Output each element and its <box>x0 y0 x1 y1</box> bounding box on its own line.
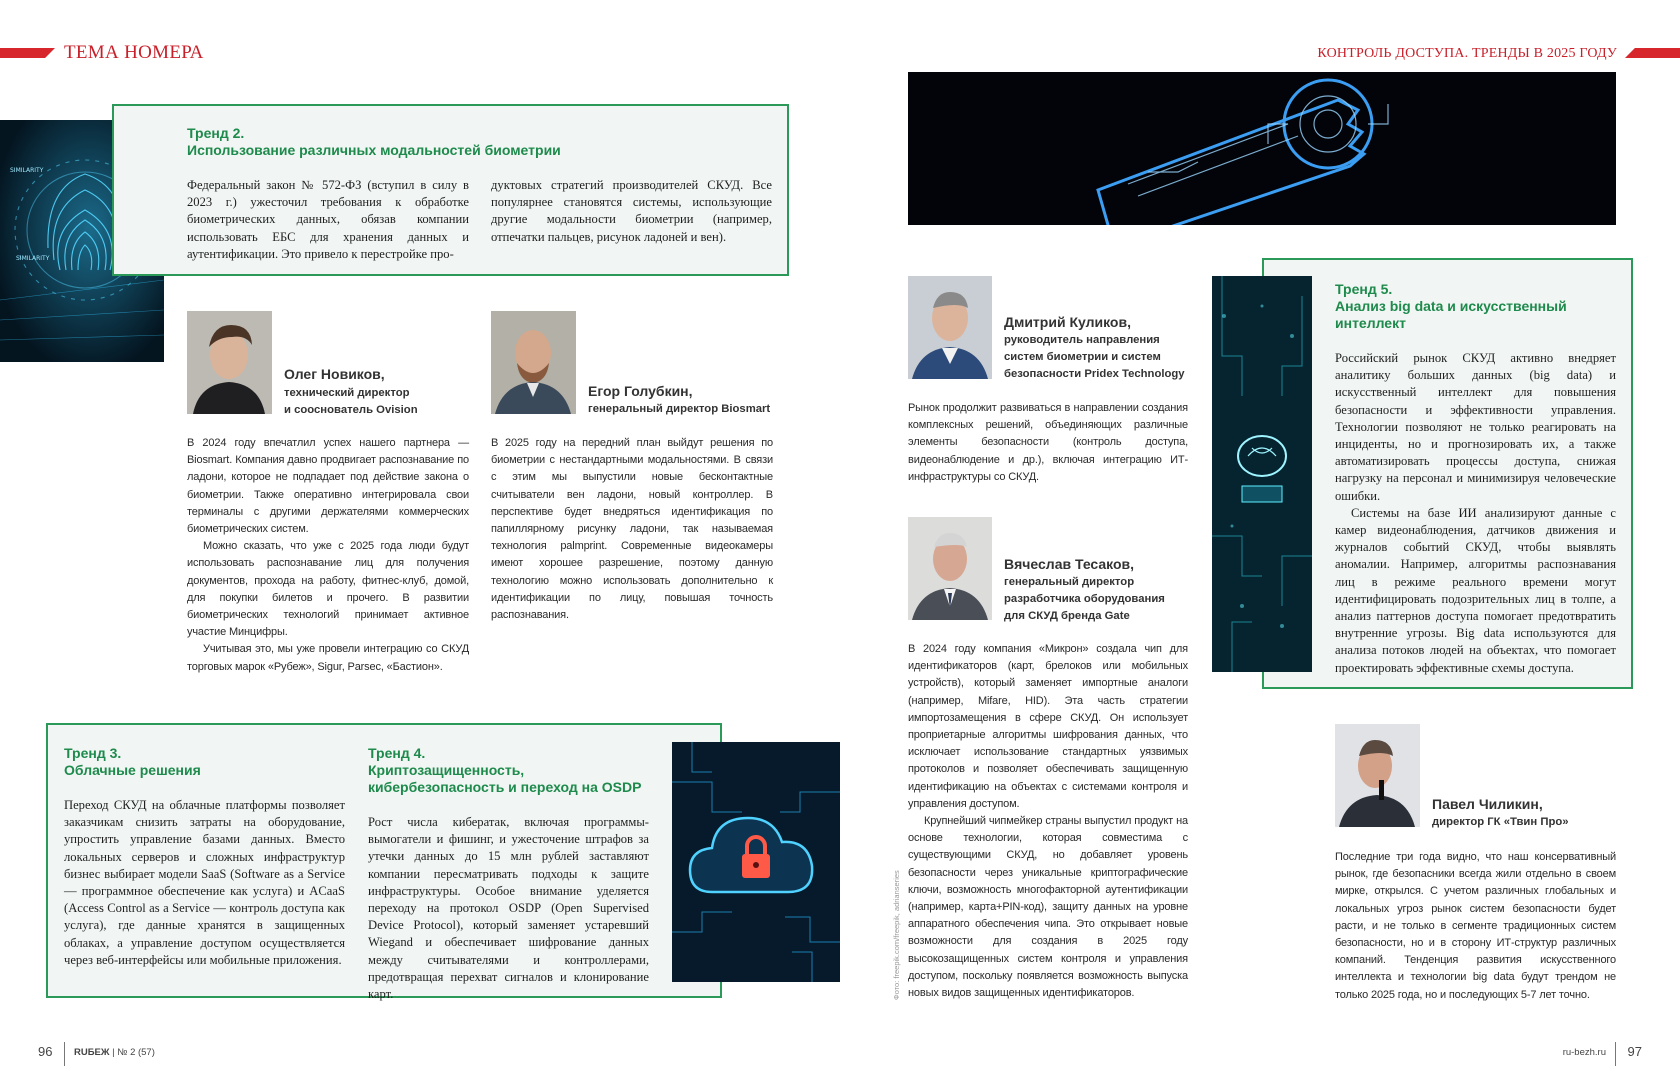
trend-2-heading: Использование различных модальностей биометрии <box>187 142 561 158</box>
page-number-left: 96 <box>38 1044 53 1059</box>
avatar-kulikov <box>908 276 992 379</box>
trend-5-heading-line1: Анализ big data и искусственный <box>1335 298 1567 314</box>
trend-3-text: Переход СКУД на облачные платформы позволяет заказчикам снизить затраты на оборудование, упростить управление базами данных. Вместо локальных серверов и сложных инфраструктур бизнес выбирает модели SaaS (Software as a Service — программное обеспечение как услуга) и ACaaS (Access Control as a Service — контроль доступа как услуга), где данные хранятся в защищенных облаках, а управление доступом осуществляется через веб-интерфейсы или мобильные приложения. <box>64 798 345 967</box>
avatar-golubkin <box>491 311 576 414</box>
avatar-chilikin <box>1335 724 1420 827</box>
tesakov-role-line3: для СКУД бренда Gate <box>1004 610 1130 622</box>
footer-site: ru-bezh.ru <box>1562 1047 1606 1058</box>
novikov-role <box>284 385 418 419</box>
header-accent-bar-right <box>1625 48 1680 58</box>
golubkin-name: Егор Голубкин, <box>588 383 693 399</box>
svg-text:SIMILARITY: SIMILARITY <box>16 255 50 262</box>
magazine-logo: RUБЕЖ <box>74 1047 110 1058</box>
trend-3-number: Тренд 3. <box>64 745 122 761</box>
trend-5-heading-line2: интеллект <box>1335 315 1406 331</box>
issue-number: | № 2 (57) <box>112 1047 155 1058</box>
tesakov-paragraph-2: Крупнейший чипмейкер страны выпустил продукт на основе технологии, которая совместима с существующими СКУД, но добавляет уровень безопасности через уникальные криптографические ключи, возможность многофакторной аутентификации (например, карта+PIN-код), защиту данных на уровне аппаратного обеспечения чипа. Это открывает новые возможности для создания в 2025 году высокозащищенных систем контроля и управления доступом, поскольку появляется возможность выпуска новых видов защищенных идентификаторов. <box>908 815 1188 1000</box>
kulikov-role-line3: безопасности Pridex Technology <box>1004 368 1185 380</box>
novikov-paragraph-3: Учитывая это, мы уже провели интеграцию со СКУД торговых марок «Рубеж», Sigur, Parsec, «Бастион». <box>187 643 469 673</box>
kulikov-name: Дмитрий Куликов, <box>1004 314 1131 330</box>
tesakov-quote <box>908 641 1188 1002</box>
kulikov-role-line2: систем биометрии и систем <box>1004 351 1161 363</box>
trend-4-heading-line1: Криптозащищенность, <box>368 762 525 778</box>
svg-text:SIMILARITY: SIMILARITY <box>10 167 44 174</box>
header-accent-bar-left <box>0 48 55 58</box>
photo-credit: Фото: freepik.com/freepik, adrianseries <box>892 870 901 1000</box>
page-number-right: 97 <box>1627 1044 1642 1059</box>
kulikov-paragraph-1: Рынок продолжит развиваться в направлении создания комплексных решений, объединяющих различные элементы безопасности (контроль доступа, видеонаблюдение и др.), включая интеграцию ИТ-инфраструктуры со СКУД. <box>908 402 1188 483</box>
trend-2-title <box>187 125 747 159</box>
kulikov-quote <box>908 400 1188 486</box>
trend-3-title <box>64 745 324 779</box>
kulikov-role-line1: руководитель направления <box>1004 334 1160 346</box>
chilikin-name: Павел Чиликин, <box>1432 796 1543 812</box>
tesakov-name: Вячеслав Тесаков, <box>1004 556 1135 572</box>
footer-divider-right <box>1615 1042 1616 1066</box>
trend-3-heading: Облачные решения <box>64 762 201 778</box>
trend-2-number: Тренд 2. <box>187 125 245 141</box>
tesakov-role-line1: генеральный директор <box>1004 576 1135 588</box>
trend-2-text-col1: Федеральный закон № 572-ФЗ (вступил в силу в 2023 г.) ужесточил требования к обработке биометрических данных, обязав компании использовать ЕБС для хранения данных и аутентификации. Это привело к перестройке про- <box>187 178 469 261</box>
novikov-name: Олег Новиков, <box>284 366 385 382</box>
golubkin-quote <box>491 435 773 624</box>
avatar-tesakov <box>908 517 992 620</box>
chilikin-role: директор ГК «Твин Про» <box>1432 816 1569 828</box>
trend-2-text-col2: дуктовых стратегий производителей СКУД. Все популярнее становятся системы, использующие другие модальности биометрии (например, отпечатки пальцев, рисунок ладоней и вен). <box>491 178 772 244</box>
digital-key-illustration <box>908 72 1616 225</box>
trend-5-text <box>1335 350 1616 677</box>
novikov-paragraph-1: В 2024 году впечатлил успех нашего партнера — Biosmart. Компания давно продвигает распознавание по ладони, которое не подпадает под действие закона о биометрии. Также оперативно интегрировала свои терминалы с другими держателями коммерческих биометрических систем. <box>187 437 469 536</box>
section-title-left: ТЕМА НОМЕРА <box>64 42 204 63</box>
trend-5-paragraph-1: Российский рынок СКУД активно внедряет аналитику больших данных (big data) и искусственный интеллект для повышения безопасности и эффективности управления. Технологии позволяют не только реагировать на инциденты, но и прогнозировать их, а также автоматизировать процессы доступа, снижая нагрузку на персонал и минимизируя человеческие ошибки. <box>1335 351 1616 503</box>
trend-5-title <box>1335 281 1615 332</box>
section-title-right: КОНТРОЛЬ ДОСТУПА. ТРЕНДЫ В 2025 ГОДУ <box>1317 46 1617 61</box>
ai-chip-illustration <box>1212 276 1312 672</box>
trend-5-number: Тренд 5. <box>1335 281 1393 297</box>
trend-4-text: Рост числа кибератак, включая программы-вымогатели и фишинг, и ужесточение штрафов за утечки данных до 15 млн рублей заставляют компании пересматривать подходы к защите инфраструктуры. Особое внимание уделяется переходу на протокол OSDP (Open Supervised Device Protocol), который заменяет устаревший Wiegand и обеспечивает шифрование данных между считывателями и контроллерами, предотвращая перехват сигналов и клонирование карт. <box>368 815 649 1002</box>
footer-divider-left <box>64 1042 65 1066</box>
chilikin-paragraph-1: Последние три года видно, что наш консервативный рынок, где безопасники всегда жили отдельно в своем мирке, открылся. С учетом различных глобальных и локальных угроз рынок систем безопасности будет расти, и не только в сегменте традиционных систем безопасности, но и в сторону ИТ-структур различных компаний. Тенденция развития искусственного интеллекта и технологии big data будут трендом не только 2025 года, но и последующих 5-7 лет точно. <box>1335 851 1616 1001</box>
trend-4-heading-line2: кибербезопасность и переход на OSDP <box>368 779 642 795</box>
cloud-lock-illustration <box>672 742 840 982</box>
tesakov-role-line2: разработчика оборудования <box>1004 593 1165 605</box>
avatar-novikov <box>187 311 272 414</box>
novikov-paragraph-2: Можно сказать, что уже с 2025 года люди будут использовать распознавание лиц для получения документов, прохода на работу, фитнес-клуб, домой, для покупки билетов и прочего. В развитии биометрических технологий принимает активное участие Минцифры. <box>187 540 469 639</box>
tesakov-paragraph-1: В 2024 году компания «Микрон» создала чип для идентификаторов (карт, брелоков или мобильных устройств), который заменяет импортные аналоги (например, Mifare, HID). Эта часть стратегии импортозамещения в сфере СКУД. Он использует проприетарные алгоритмы шифрования данных, что исключает использование стандартных уязвимых протоколов и позволяет обеспечивать защищенную идентификацию на объектах с системами контроля и управления доступом. <box>908 643 1188 810</box>
trend-4-title <box>368 745 658 796</box>
trend-5-paragraph-2: Системы на базе ИИ анализируют данные с камер видеонаблюдения, датчиков движения и журналов событий СКУД, чтобы выявлять аномалии. Например, алгоритмы распознавания лиц в режиме реального времени могут идентифицировать подозрительных лиц в толпе, а анализ паттернов доступа помогает предотвратить внутренние угрозы. Big data используются для анализа потоков людей на объектах, что помогает проектировать эффективные схемы доступа. <box>1335 505 1616 675</box>
novikov-quote <box>187 435 469 676</box>
golubkin-paragraph-1: В 2025 году на передний план выйдут решения по биометрии с нестандартными модальностями. В связи с этим мы выпустили новые бесконтактные считыватели вен ладони, новый контроллер. В перспективе будет внедряться идентификация по папиллярному рисунку ладони, так называемая технология palmprint. Современные видеокамеры имеют хорошее разрешение, поэтому данную технологию можно использовать дополнительно к идентификации по лицу, повышая точность распознавания. <box>491 437 773 622</box>
novikov-role-line2: и сооснователь Ovision <box>284 404 418 416</box>
footer-magazine <box>74 1047 155 1058</box>
novikov-role-line1: технический директор <box>284 387 410 399</box>
golubkin-role: генеральный директор Biosmart <box>588 403 771 415</box>
trend-4-number: Тренд 4. <box>368 745 426 761</box>
chilikin-quote <box>1335 849 1616 1004</box>
tesakov-role <box>1004 574 1165 625</box>
kulikov-role <box>1004 332 1185 383</box>
